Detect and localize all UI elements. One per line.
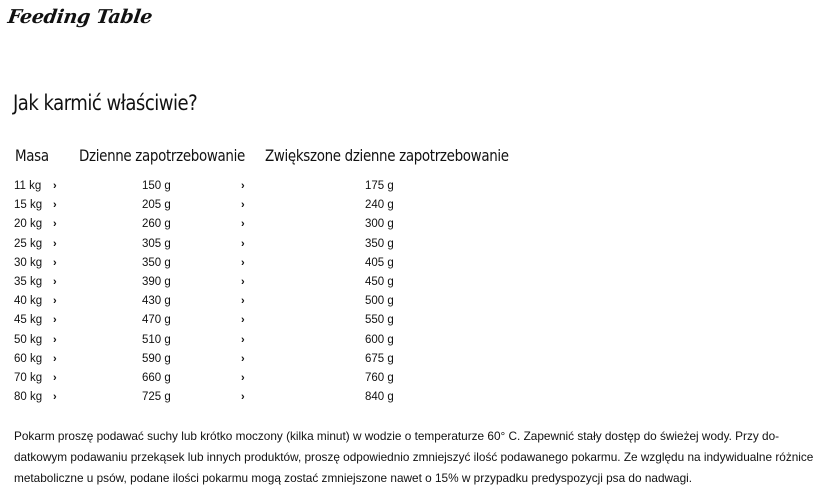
table-row <box>0 235 826 254</box>
chevron-right-icon: › <box>241 333 245 346</box>
mass-cell: 15 kg <box>14 199 43 212</box>
chevron-right-icon: › <box>241 295 245 308</box>
increased-cell: 175 g <box>365 180 394 192</box>
table-row <box>0 177 826 196</box>
chevron-right-icon: › <box>241 180 245 192</box>
table-row <box>0 196 826 215</box>
increased-cell: 760 g <box>365 371 394 384</box>
table-row <box>0 292 826 311</box>
chevron-right-icon: › <box>53 333 57 346</box>
chevron-right-icon: › <box>241 275 245 288</box>
mass-cell: 11 kg <box>14 180 42 192</box>
mass-cell: 35 kg <box>14 275 43 288</box>
daily-cell: 590 g <box>142 352 171 365</box>
daily-cell: 260 g <box>142 218 171 231</box>
mass-cell: 45 kg <box>14 314 43 327</box>
chevron-right-icon: › <box>241 352 245 365</box>
daily-cell: 510 g <box>142 333 171 346</box>
table-row <box>0 331 826 350</box>
daily-cell: 305 g <box>142 237 171 250</box>
daily-cell: 660 g <box>142 371 171 384</box>
daily-cell: 350 g <box>142 256 171 269</box>
mass-cell: 50 kg <box>14 333 43 346</box>
table-row <box>0 388 826 407</box>
chevron-right-icon: › <box>53 352 57 365</box>
page-title: Jak karmić właściwie? <box>13 91 198 115</box>
mass-cell: 30 kg <box>14 256 43 269</box>
mass-cell: 60 kg <box>14 352 43 365</box>
daily-cell: 390 g <box>142 275 171 288</box>
column-header-increased: Zwiększone dzienne zapotrzebowanie <box>265 146 509 165</box>
daily-cell: 430 g <box>142 295 171 308</box>
daily-cell: 725 g <box>142 391 171 404</box>
mass-cell: 20 kg <box>14 218 43 231</box>
feeding-table <box>0 177 826 407</box>
daily-cell: 470 g <box>142 314 171 327</box>
increased-cell: 675 g <box>365 352 394 365</box>
table-row <box>0 350 826 369</box>
daily-cell: 150 g <box>142 180 171 192</box>
daily-cell: 205 g <box>142 199 171 212</box>
chevron-right-icon: › <box>241 256 245 269</box>
column-header-mass: Masa <box>15 146 49 165</box>
increased-cell: 840 g <box>365 391 394 404</box>
increased-cell: 600 g <box>365 333 394 346</box>
column-header-daily: Dzienne zapotrzebowanie <box>79 146 245 165</box>
chevron-right-icon: › <box>241 218 245 231</box>
chevron-right-icon: › <box>53 275 57 288</box>
chevron-right-icon: › <box>53 199 57 212</box>
chevron-right-icon: › <box>241 199 245 212</box>
chevron-right-icon: › <box>53 371 57 384</box>
increased-cell: 240 g <box>365 199 394 212</box>
increased-cell: 350 g <box>365 237 394 250</box>
chevron-right-icon: › <box>53 256 57 269</box>
increased-cell: 550 g <box>365 314 394 327</box>
mass-cell: 25 kg <box>14 237 43 250</box>
chevron-right-icon: › <box>53 218 57 231</box>
feeding-note: Pokarm proszę podawać suchy lub krótko moczony (kilka minut) w wodzie o temperaturze 60° C. Zapewnić stały dostęp do świeżej wody. Przy do-datkowym podawaniu przekąsek lub innych produktów, proszę odpowiednio zmniejszyć ilość podawanego pokarmu. Ze względu na indywidualne różnice metaboliczne u psów, podane ilości pokarmu mogą zostać zmniejszone nawet o 15% w przypadku predyspozycji psa do nadwagi. <box>14 429 814 485</box>
table-row <box>0 369 826 388</box>
chevron-right-icon: › <box>53 180 57 192</box>
increased-cell: 450 g <box>365 275 394 288</box>
feeding-table-logo: Feeding Table <box>6 6 154 28</box>
chevron-right-icon: › <box>241 237 245 250</box>
increased-cell: 405 g <box>365 256 394 269</box>
mass-cell: 70 kg <box>14 371 43 384</box>
table-row <box>0 254 826 273</box>
table-row <box>0 311 826 330</box>
chevron-right-icon: › <box>53 391 57 404</box>
chevron-right-icon: › <box>241 314 245 327</box>
chevron-right-icon: › <box>241 371 245 384</box>
mass-cell: 80 kg <box>14 391 43 404</box>
mass-cell: 40 kg <box>14 295 43 308</box>
table-row <box>0 273 826 292</box>
increased-cell: 500 g <box>365 295 394 308</box>
chevron-right-icon: › <box>53 295 57 308</box>
chevron-right-icon: › <box>53 314 57 327</box>
table-row <box>0 215 826 234</box>
increased-cell: 300 g <box>365 218 394 231</box>
chevron-right-icon: › <box>53 237 57 250</box>
chevron-right-icon: › <box>241 391 245 404</box>
